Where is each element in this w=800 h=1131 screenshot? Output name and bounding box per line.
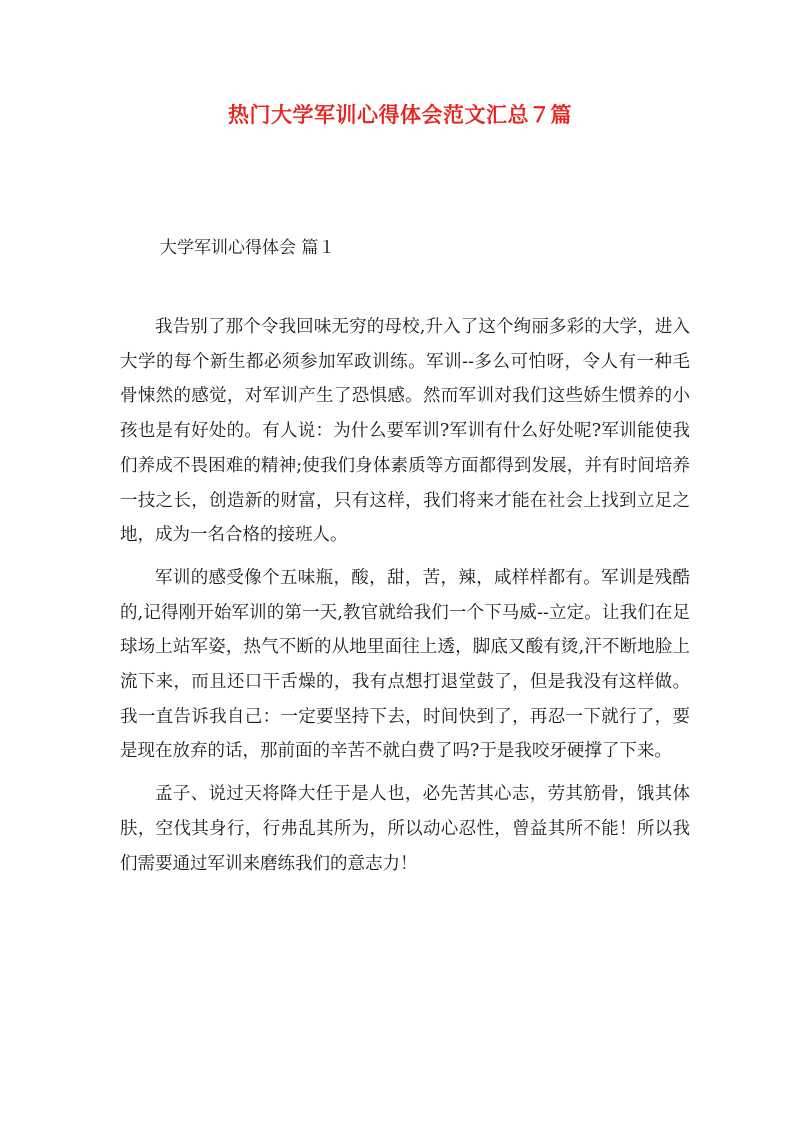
- body-paragraph: 我告别了那个令我回味无穷的母校,升入了这个绚丽多彩的大学，进入大学的每个新生都必须参加军政训练。军训--多么可怕呀，令人有一种毛骨悚然的感觉，对军训产生了恐惧感。然而军训对我们这些娇生惯养的小孩也是有好处的。有人说：为什么要军训?军训有什么好处呢?军训能使我们养成不畏困难的精神;使我们身体素质等方面都得到发展，并有时间培养一技之长，创造新的财富，只有这样，我们将来才能在社会上找到立足之地，成为一名合格的接班人。: [120, 317, 690, 546]
- document-title: 热门大学军训心得体会范文汇总７篇: [228, 102, 572, 127]
- section-heading: 大学军训心得体会 篇１: [160, 238, 336, 258]
- document-body: [120, 310, 690, 889]
- body-paragraph: 军训的感受像个五味瓶，酸，甜，苦，辣，咸样样都有。军训是残酷的,记得刚开始军训的第一天,教官就给我们一个下马威--立定。让我们在足球场上站军姿，热气不断的从地里面往上透，脚底又酸有烫,汗不断地脸上流下来，而且还口干舌燥的，我有点想打退堂鼓了，但是我没有这样做。我一直告诉我自己：一定要坚持下去，时间快到了，再忍一下就行了，要是现在放弃的话，那前面的辛苦不就白费了吗?于是我咬牙硬撑了下来。: [120, 567, 690, 762]
- body-paragraph: 孟子、说过天将降大任于是人也，必先苦其心志，劳其筋骨，饿其体肤，空伐其身行，行弗乱其所为，所以动心忍性，曾益其所不能！所以我们需要通过军训来磨练我们的意志力！: [120, 784, 690, 874]
